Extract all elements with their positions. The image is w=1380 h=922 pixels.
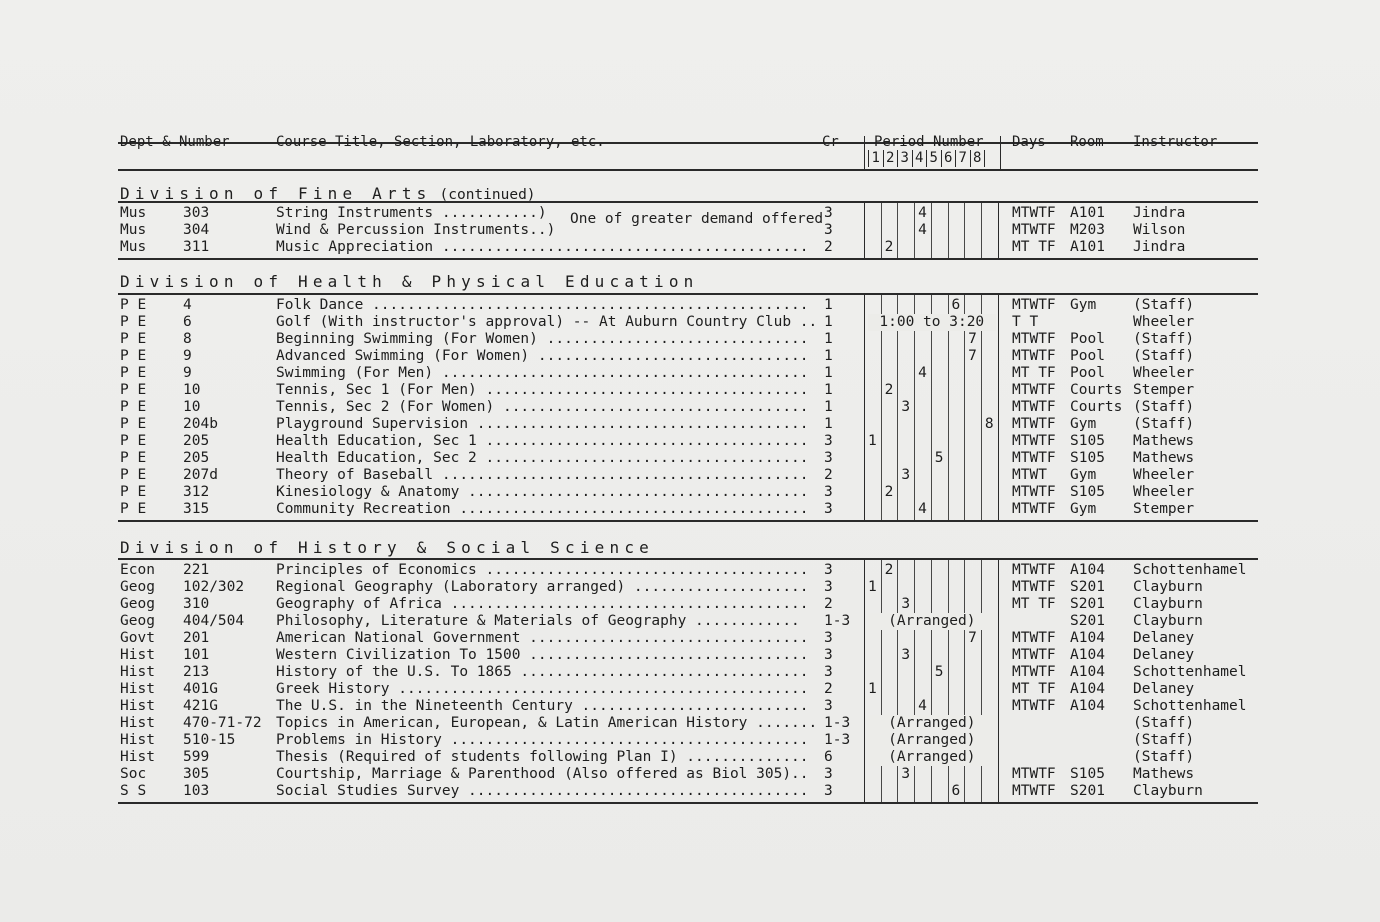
table-row xyxy=(0,365,1380,382)
course-title: Philosophy, Literature & Materials of Geography ............ xyxy=(276,613,800,629)
credit-hours: 2 xyxy=(824,681,833,697)
section-bottom-rule xyxy=(118,802,1258,804)
credit-hours: 3 xyxy=(824,222,833,238)
period-digit-5: 5 xyxy=(927,150,942,167)
table-row xyxy=(0,783,1380,800)
instructor: (Staff) xyxy=(1133,348,1195,364)
instructor: Delaney xyxy=(1133,647,1195,663)
course-title: Health Education, Sec 1 ..................................... xyxy=(276,433,809,449)
course-title: Community Recreation ........................................ xyxy=(276,501,809,517)
credit-hours: 2 xyxy=(824,239,833,255)
instructor: (Staff) xyxy=(1133,331,1195,347)
course-title: Music Appreciation .......................................... xyxy=(276,239,809,255)
course-title: Western Civilization To 1500 ................................ xyxy=(276,647,809,663)
credit-hours: 3 xyxy=(824,766,833,782)
section-title xyxy=(120,272,698,291)
credit-hours: 3 xyxy=(824,501,833,517)
credit-hours: 1 xyxy=(824,416,833,432)
header-room: Room xyxy=(1070,134,1104,150)
header-dept: Dept & Number xyxy=(120,134,230,150)
period-marker: 3 xyxy=(901,467,911,483)
credit-hours: 1-3 xyxy=(824,732,851,748)
period-marker: 4 xyxy=(918,222,927,238)
room: S201 xyxy=(1070,613,1105,629)
period-marker: 8 xyxy=(984,416,994,432)
dept-code: Econ xyxy=(120,562,155,578)
period-marker: 7 xyxy=(968,331,977,347)
period-marker: 7 xyxy=(968,348,977,364)
instructor: (Staff) xyxy=(1133,732,1195,748)
period-marker: 2 xyxy=(884,484,894,500)
period-marker: (Arranged) xyxy=(868,613,996,630)
period-marker: 3 xyxy=(901,766,911,782)
days: MTWTF xyxy=(1012,698,1056,714)
header-period-rule-right xyxy=(1000,136,1001,169)
days: MTWT xyxy=(1012,467,1047,483)
dept-code: Hist xyxy=(120,732,155,748)
days: MTWTF xyxy=(1012,348,1056,364)
dept-code: Hist xyxy=(120,698,155,714)
period-marker: 6 xyxy=(951,783,961,799)
dept-code: Mus xyxy=(120,205,147,221)
days: MTWTF xyxy=(1012,766,1056,782)
credit-hours: 1-3 xyxy=(824,613,851,629)
header-instructor: Instructor xyxy=(1133,134,1218,150)
table-row xyxy=(0,664,1380,681)
course-number: 201 xyxy=(183,630,210,646)
credit-hours: 3 xyxy=(824,562,833,578)
course-number: 303 xyxy=(183,205,210,221)
dept-code: Soc xyxy=(120,766,147,782)
room: Gym xyxy=(1070,297,1097,313)
instructor: Mathews xyxy=(1133,450,1195,466)
course-title: Advanced Swimming (For Women) ............................... xyxy=(276,348,809,364)
course-number: 205 xyxy=(183,433,210,449)
days: MTWTF xyxy=(1012,783,1056,799)
course-number: 9 xyxy=(183,348,192,364)
credit-hours: 3 xyxy=(824,579,833,595)
course-number: 9 xyxy=(183,365,192,381)
header-title: Course Title, Section, Laboratory, etc. xyxy=(276,134,605,150)
days: MTWTF xyxy=(1012,579,1056,595)
period-marker: 1 xyxy=(867,433,877,449)
instructor: Wheeler xyxy=(1133,365,1195,381)
room: M203 xyxy=(1070,222,1105,238)
course-title: History of the U.S. To 1865 ................................. xyxy=(276,664,809,680)
period-digit-2: 2 xyxy=(884,150,899,167)
table-row xyxy=(0,501,1380,518)
period-marker: 2 xyxy=(884,239,894,255)
dept-code: P E xyxy=(120,331,147,347)
instructor: Clayburn xyxy=(1133,613,1203,629)
course-title: Swimming (For Men) .......................................... xyxy=(276,365,809,381)
credit-hours: 3 xyxy=(824,647,833,663)
dept-code: Mus xyxy=(120,239,147,255)
course-title: Thesis (Required of students following Plan I) .............. xyxy=(276,749,809,765)
period-marker: 2 xyxy=(884,562,894,578)
days: MTWTF xyxy=(1012,501,1056,517)
days: MTWTF xyxy=(1012,331,1056,347)
table-row xyxy=(0,239,1380,256)
room: S105 xyxy=(1070,484,1105,500)
section-rule xyxy=(118,558,1258,560)
course-title: Regional Geography (Laboratory arranged) .................... xyxy=(276,579,809,595)
course-number: 401G xyxy=(183,681,218,697)
period-marker: 7 xyxy=(968,630,977,646)
period-marker: 3 xyxy=(901,647,911,663)
dept-code: Geog xyxy=(120,579,155,595)
course-title: Wind & Percussion Instruments..) xyxy=(276,222,556,238)
period-marker: 4 xyxy=(918,698,927,714)
course-title: Playground Supervision ...................................... xyxy=(276,416,809,432)
course-title: Geography of Africa ......................................... xyxy=(276,596,809,612)
dept-code: Geog xyxy=(120,596,155,612)
course-title: Health Education, Sec 2 ..................................... xyxy=(276,450,809,466)
course-number: 10 xyxy=(183,399,201,415)
course-number: 205 xyxy=(183,450,210,466)
dept-code: P E xyxy=(120,348,147,364)
course-number: 207d xyxy=(183,467,218,483)
table-row xyxy=(0,348,1380,365)
table-row xyxy=(0,314,1380,331)
section-title-text: Division of Health & Physical Education xyxy=(120,272,699,291)
instructor: (Staff) xyxy=(1133,297,1195,313)
period-marker: 4 xyxy=(918,365,927,381)
dept-code: P E xyxy=(120,467,147,483)
period-marker: 3 xyxy=(901,399,911,415)
days: MT TF xyxy=(1012,596,1056,612)
course-number: 304 xyxy=(183,222,210,238)
table-row xyxy=(0,222,1380,239)
course-number: 204b xyxy=(183,416,218,432)
course-title: Tennis, Sec 1 (For Men) ..................................... xyxy=(276,382,809,398)
days: MTWTF xyxy=(1012,416,1056,432)
room: A104 xyxy=(1070,698,1105,714)
instructor: Wheeler xyxy=(1133,467,1195,483)
instructor: Jindra xyxy=(1133,239,1186,255)
period-marker: 5 xyxy=(934,450,944,466)
course-number: 8 xyxy=(183,331,192,347)
room: Pool xyxy=(1070,331,1105,347)
instructor: (Staff) xyxy=(1133,749,1195,765)
period-marker: 1:00 to 3:20 xyxy=(868,314,996,331)
section-title xyxy=(120,538,654,557)
credit-hours: 3 xyxy=(824,433,833,449)
credit-hours: 1 xyxy=(824,365,833,381)
table-row xyxy=(0,749,1380,766)
room: A101 xyxy=(1070,205,1105,221)
credit-hours: 3 xyxy=(824,664,833,680)
days: MT TF xyxy=(1012,239,1056,255)
days: T T xyxy=(1012,314,1039,330)
section-bottom-rule xyxy=(118,258,1258,260)
credit-hours: 1 xyxy=(824,331,833,347)
credit-hours: 1 xyxy=(824,297,833,313)
course-number: 4 xyxy=(183,297,192,313)
brace-note: One of greater demand offered xyxy=(570,211,824,227)
table-row xyxy=(0,766,1380,783)
days: MTWTF xyxy=(1012,630,1056,646)
room: S201 xyxy=(1070,596,1105,612)
days: MTWTF xyxy=(1012,433,1056,449)
dept-code: P E xyxy=(120,450,147,466)
dept-code: P E xyxy=(120,399,147,415)
dept-code: P E xyxy=(120,416,147,432)
course-title: Social Studies Survey ....................................... xyxy=(276,783,809,799)
room: S105 xyxy=(1070,450,1105,466)
room: A104 xyxy=(1070,647,1105,663)
instructor: Stemper xyxy=(1133,501,1195,517)
dept-code: P E xyxy=(120,365,147,381)
section-note: (continued) xyxy=(439,187,536,203)
table-row xyxy=(0,732,1380,749)
section-bottom-rule xyxy=(118,520,1258,522)
instructor: Schottenhamel xyxy=(1133,562,1247,578)
credit-hours: 2 xyxy=(824,467,833,483)
period-marker: 1 xyxy=(867,579,877,595)
instructor: Delaney xyxy=(1133,630,1195,646)
course-title: String Instruments ...........) xyxy=(276,205,547,221)
room: A104 xyxy=(1070,681,1105,697)
period-marker: 6 xyxy=(951,297,961,313)
course-title: Greek History ............................................... xyxy=(276,681,809,697)
instructor: (Staff) xyxy=(1133,715,1195,731)
table-row xyxy=(0,205,1380,222)
dept-code: P E xyxy=(120,501,147,517)
dept-code: Geog xyxy=(120,613,155,629)
instructor: Mathews xyxy=(1133,433,1195,449)
course-number: 305 xyxy=(183,766,210,782)
credit-hours: 1 xyxy=(824,348,833,364)
table-row xyxy=(0,484,1380,501)
course-title: Kinesiology & Anatomy ....................................... xyxy=(276,484,809,500)
instructor: Clayburn xyxy=(1133,579,1203,595)
room: Gym xyxy=(1070,467,1097,483)
period-marker: 4 xyxy=(918,205,927,221)
dept-code: Mus xyxy=(120,222,147,238)
period-marker: 1 xyxy=(867,681,877,697)
credit-hours: 2 xyxy=(824,596,833,612)
course-number: 510-15 xyxy=(183,732,236,748)
credit-hours: 3 xyxy=(824,783,833,799)
section-rule xyxy=(118,201,1258,203)
dept-code: P E xyxy=(120,314,147,330)
table-row xyxy=(0,613,1380,630)
period-marker: (Arranged) xyxy=(868,749,996,766)
credit-hours: 3 xyxy=(824,450,833,466)
course-title: Golf (With instructor's approval) -- At Auburn Country Club .. xyxy=(276,314,818,330)
table-row xyxy=(0,698,1380,715)
instructor: Wilson xyxy=(1133,222,1186,238)
course-title: Topics in American, European, & Latin American History ....... xyxy=(276,715,818,731)
dept-code: Hist xyxy=(120,681,155,697)
instructor: Stemper xyxy=(1133,382,1195,398)
period-digit-6: 6 xyxy=(942,150,957,167)
course-number: 10 xyxy=(183,382,201,398)
credit-hours: 3 xyxy=(824,698,833,714)
period-marker: (Arranged) xyxy=(868,732,996,749)
room: A104 xyxy=(1070,664,1105,680)
dept-code: Hist xyxy=(120,647,155,663)
table-row xyxy=(0,647,1380,664)
days: MTWTF xyxy=(1012,647,1056,663)
days: MTWTF xyxy=(1012,205,1056,221)
course-number: 101 xyxy=(183,647,210,663)
instructor: (Staff) xyxy=(1133,399,1195,415)
credit-hours: 3 xyxy=(824,484,833,500)
course-title: American National Government ................................ xyxy=(276,630,809,646)
instructor: Schottenhamel xyxy=(1133,664,1247,680)
course-number: 599 xyxy=(183,749,210,765)
table-row xyxy=(0,399,1380,416)
instructor: Clayburn xyxy=(1133,596,1203,612)
table-row xyxy=(0,297,1380,314)
section-rule xyxy=(118,293,1258,295)
course-number: 311 xyxy=(183,239,210,255)
dept-code: Govt xyxy=(120,630,155,646)
credit-hours: 1-3 xyxy=(824,715,851,731)
dept-code: P E xyxy=(120,297,147,313)
period-marker: 5 xyxy=(934,664,944,680)
credit-hours: 3 xyxy=(824,630,833,646)
table-row xyxy=(0,715,1380,732)
course-title: Beginning Swimming (For Women) .............................. xyxy=(276,331,809,347)
instructor: Schottenhamel xyxy=(1133,698,1247,714)
course-number: 103 xyxy=(183,783,210,799)
room: S201 xyxy=(1070,579,1105,595)
dept-code: Hist xyxy=(120,664,155,680)
dept-code: S S xyxy=(120,783,147,799)
course-number: 310 xyxy=(183,596,210,612)
days: MTWTF xyxy=(1012,664,1056,680)
header-period-rule-left xyxy=(864,136,865,169)
instructor: Jindra xyxy=(1133,205,1186,221)
period-digit-1: 1 xyxy=(868,150,884,167)
instructor: (Staff) xyxy=(1133,416,1195,432)
credit-hours: 6 xyxy=(824,749,833,765)
dept-code: P E xyxy=(120,382,147,398)
table-row xyxy=(0,562,1380,579)
period-marker: 4 xyxy=(918,501,927,517)
course-number: 6 xyxy=(183,314,192,330)
header-cr: Cr xyxy=(822,134,839,150)
room: S105 xyxy=(1070,433,1105,449)
course-number: 213 xyxy=(183,664,210,680)
room: Pool xyxy=(1070,365,1105,381)
course-number: 312 xyxy=(183,484,210,500)
table-row xyxy=(0,681,1380,698)
table-row xyxy=(0,579,1380,596)
table-row xyxy=(0,331,1380,348)
dept-code: Hist xyxy=(120,715,155,731)
days: MTWTF xyxy=(1012,562,1056,578)
course-number: 404/504 xyxy=(183,613,245,629)
days: MTWTF xyxy=(1012,297,1056,313)
course-title: Tennis, Sec 2 (For Women) ................................... xyxy=(276,399,809,415)
instructor: Mathews xyxy=(1133,766,1195,782)
days: MT TF xyxy=(1012,365,1056,381)
section-title-text: Division of Fine Arts xyxy=(120,184,432,203)
table-row xyxy=(0,450,1380,467)
course-number: 470-71-72 xyxy=(183,715,262,731)
dept-code: Hist xyxy=(120,749,155,765)
table-row xyxy=(0,467,1380,484)
course-number: 315 xyxy=(183,501,210,517)
period-marker: 2 xyxy=(884,382,894,398)
table-row xyxy=(0,596,1380,613)
header-period: Period Number xyxy=(874,134,984,150)
room: Gym xyxy=(1070,416,1097,432)
room: Gym xyxy=(1070,501,1097,517)
period-digit-3: 3 xyxy=(898,150,913,167)
course-title: Courtship, Marriage & Parenthood (Also offered as Biol 305).. xyxy=(276,766,809,782)
period-marker: 3 xyxy=(901,596,911,612)
credit-hours: 1 xyxy=(824,314,833,330)
table-row xyxy=(0,433,1380,450)
period-digit-7: 7 xyxy=(956,150,971,167)
course-number: 221 xyxy=(183,562,210,578)
room: Courts xyxy=(1070,399,1123,415)
table-row xyxy=(0,630,1380,647)
instructor: Wheeler xyxy=(1133,484,1195,500)
room: A104 xyxy=(1070,562,1105,578)
room: A101 xyxy=(1070,239,1105,255)
days: MTWTF xyxy=(1012,222,1056,238)
table-row xyxy=(0,416,1380,433)
header-days: Days xyxy=(1012,134,1046,150)
room: S105 xyxy=(1070,766,1105,782)
credit-hours: 1 xyxy=(824,382,833,398)
period-digit-8: 8 xyxy=(971,150,986,167)
course-title: Problems in History ......................................... xyxy=(276,732,809,748)
instructor: Clayburn xyxy=(1133,783,1203,799)
course-number: 102/302 xyxy=(183,579,245,595)
header-bottom-rule xyxy=(118,169,1258,171)
period-digit-4: 4 xyxy=(913,150,928,167)
course-title: Folk Dance .................................................. xyxy=(276,297,809,313)
room: Pool xyxy=(1070,348,1105,364)
room: S201 xyxy=(1070,783,1105,799)
room: A104 xyxy=(1070,630,1105,646)
dept-code: P E xyxy=(120,484,147,500)
course-title: The U.S. in the Nineteenth Century .......................... xyxy=(276,698,809,714)
dept-code: P E xyxy=(120,433,147,449)
days: MTWTF xyxy=(1012,382,1056,398)
course-title: Theory of Baseball .......................................... xyxy=(276,467,809,483)
header-period-digits xyxy=(868,150,985,167)
period-marker: (Arranged) xyxy=(868,715,996,732)
table-row xyxy=(0,382,1380,399)
days: MTWTF xyxy=(1012,399,1056,415)
credit-hours: 1 xyxy=(824,399,833,415)
course-title: Principles of Economics ..................................... xyxy=(276,562,809,578)
instructor: Delaney xyxy=(1133,681,1195,697)
room: Courts xyxy=(1070,382,1123,398)
course-number: 421G xyxy=(183,698,218,714)
days: MT TF xyxy=(1012,681,1056,697)
days: MTWTF xyxy=(1012,484,1056,500)
section-title-text: Division of History & Social Science xyxy=(120,538,654,557)
credit-hours: 3 xyxy=(824,205,833,221)
days: MTWTF xyxy=(1012,450,1056,466)
instructor: Wheeler xyxy=(1133,314,1195,330)
